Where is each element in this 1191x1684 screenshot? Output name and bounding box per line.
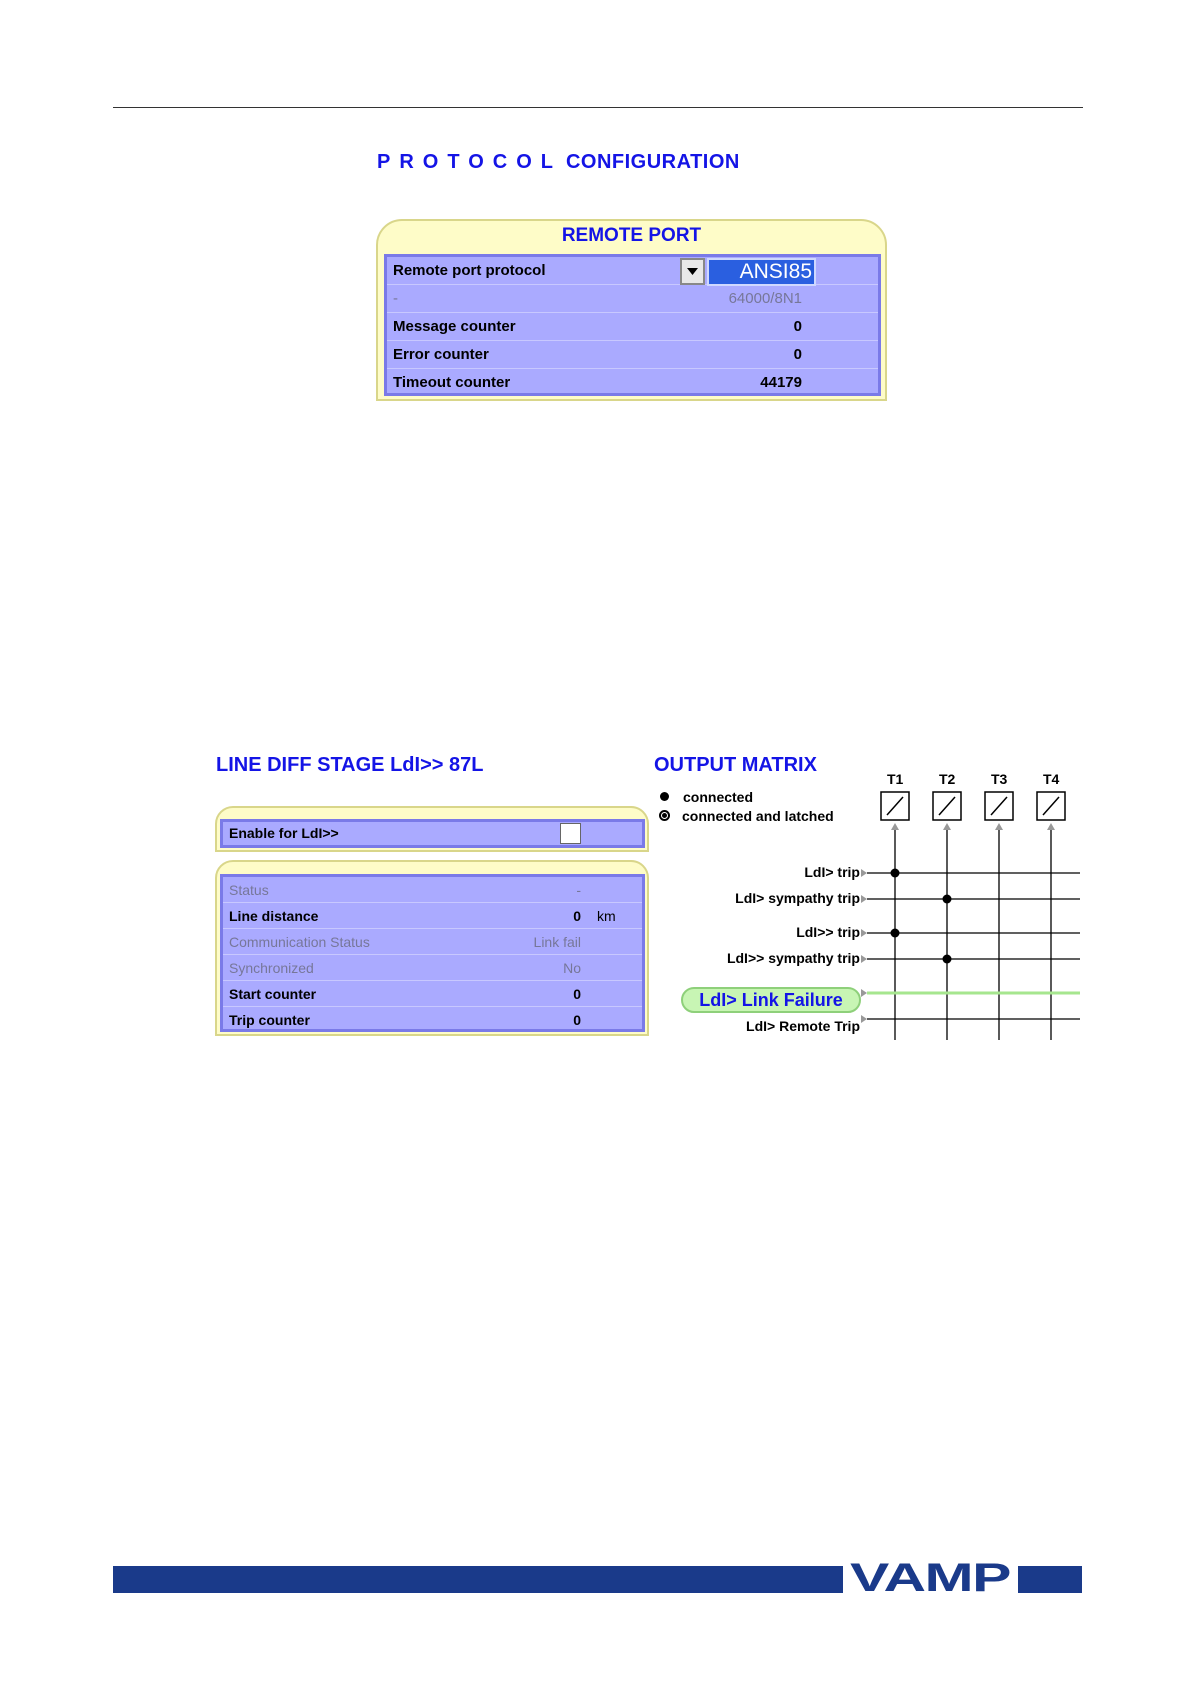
row-arrow-icon [861, 989, 867, 997]
signal-ldi-sympathy-trip: LdI> sympathy trip [735, 890, 860, 906]
error-counter-label: Error counter [393, 346, 489, 363]
legend-latched-label: connected and latched [682, 808, 834, 824]
message-counter-value: 0 [793, 318, 802, 335]
line-distance-unit: km [597, 908, 616, 924]
row-arrow-icon [861, 955, 867, 963]
column-arrow-icon [891, 823, 899, 830]
trip-counter-value: 0 [573, 1012, 581, 1028]
line-settings-label: - [393, 290, 398, 307]
start-counter-label: Start counter [229, 986, 317, 1002]
output-matrix-title: OUTPUT MATRIX [654, 754, 817, 776]
column-head-t3: T3 [991, 771, 1008, 787]
row-arrow-icon [861, 929, 867, 937]
signal-ldi2-sympathy-trip: LdI>> sympathy trip [726, 950, 860, 966]
column-head-t1: T1 [887, 771, 904, 787]
connection-dot [891, 929, 900, 938]
row-arrow-icon [861, 1015, 867, 1023]
synchronized-label: Synchronized [229, 960, 314, 976]
signal-remote-trip: LdI> Remote Trip [746, 1018, 860, 1034]
enable-label: Enable for LdI>> [229, 825, 339, 841]
svg-text:VAMP: VAMP [850, 1560, 1011, 1596]
column-head-t4: T4 [1043, 771, 1060, 787]
page-title-rest: CONFIGURATION [565, 151, 740, 173]
connection-dot [943, 895, 952, 904]
synchronized-value: No [563, 960, 581, 976]
line-settings-value: 64000/8N1 [728, 290, 802, 307]
signal-ldi-trip: LdI> trip [804, 864, 860, 880]
remote-port-title: REMOTE PORT [561, 225, 702, 246]
column-arrow-icon [995, 823, 1003, 830]
protocol-selected-value[interactable]: ANSI85 [707, 258, 816, 286]
column-head-t2: T2 [939, 771, 956, 787]
timeout-counter-label: Timeout counter [393, 374, 511, 391]
column-arrow-icon [943, 823, 951, 830]
row-arrow-icon [861, 869, 867, 877]
timeout-counter-value: 44179 [760, 374, 802, 391]
line-distance-label: Line distance [229, 908, 319, 924]
legend-connected-label: connected [683, 789, 754, 805]
footer-bar-right [1018, 1566, 1082, 1593]
status-label: Status [229, 882, 269, 898]
communication-status-label: Communication Status [229, 934, 370, 950]
start-counter-value: 0 [573, 986, 581, 1002]
line-diff-title: LINE DIFF STAGE LdI>> 87L [216, 754, 484, 776]
status-value: - [576, 882, 581, 898]
communication-status-value: Link fail [533, 934, 581, 950]
row-arrow-icon [861, 895, 867, 903]
error-counter-value: 0 [793, 346, 802, 363]
column-arrow-icon [1047, 823, 1055, 830]
line-distance-value: 0 [573, 908, 581, 924]
vamp-logo [850, 1560, 1012, 1596]
page-title-spaced: PROTOCOL [377, 151, 562, 173]
message-counter-label: Message counter [393, 318, 516, 335]
connection-dot [943, 955, 952, 964]
signal-link-failure[interactable]: LdI> Link Failure [681, 987, 861, 1013]
trip-counter-label: Trip counter [229, 1012, 310, 1028]
footer-bar-left [113, 1566, 843, 1593]
signal-ldi2-trip: LdI>> trip [796, 924, 860, 940]
remote-port-protocol-label: Remote port protocol [393, 262, 546, 279]
connection-dot [891, 869, 900, 878]
